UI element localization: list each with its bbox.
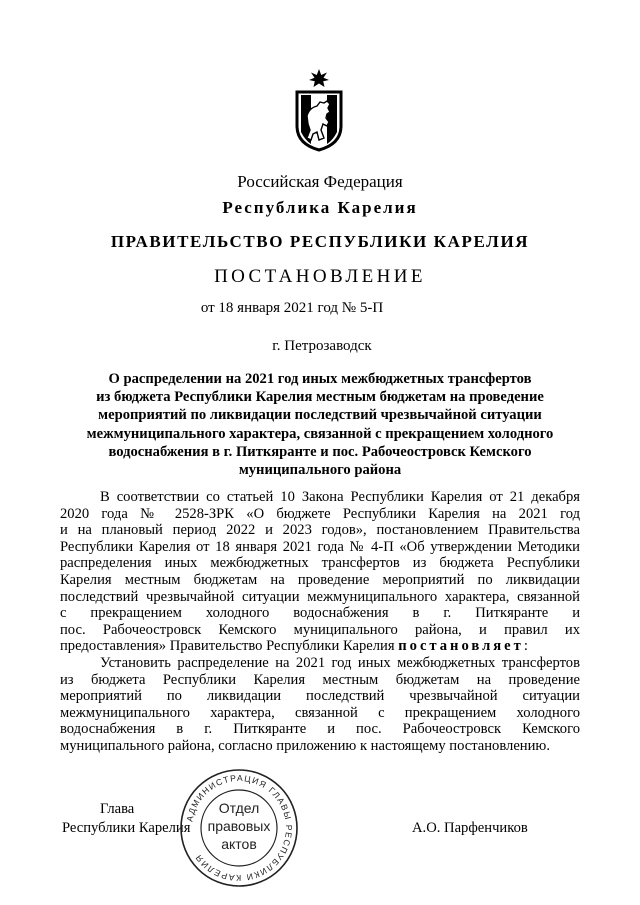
- government-name: ПРАВИТЕЛЬСТВО РЕСПУБЛИКИ КАРЕЛИЯ: [110, 232, 530, 251]
- position-line: Республики Карелия: [62, 820, 191, 836]
- stamp-line2: правовых: [207, 818, 271, 834]
- title-line: межмуниципального характера, связанной с прекращением холодного: [86, 425, 554, 442]
- stamp-line1: Отдел: [218, 800, 260, 816]
- republic-name: Республика Карелия: [222, 198, 418, 217]
- position-line: Глава: [100, 801, 135, 817]
- title-line: мероприятий по ликвидации последствий чрезвычайной ситуации: [98, 407, 542, 424]
- body-line: межмуниципального характера, связанной с прекращением холодного: [60, 704, 580, 721]
- body-line: водоснабжения в г. Питкяранте и пос. Рабочеостровск Кемского: [60, 721, 580, 738]
- body-line: из бюджета Республики Карелия местным бюджетам на проведение: [60, 671, 580, 688]
- stamp-seal: [178, 767, 300, 889]
- body-line: В соответствии со статьей 10 Закона Республики Карелия от 21 декабря: [100, 489, 580, 505]
- body-line: распределения иных межбюджетных трансфертов из бюджета Республики: [60, 555, 580, 572]
- title-line: О распределении на 2021 год иных межбюджетных трансфертов: [108, 371, 532, 387]
- title-line: из бюджета Республики Карелия местным бюджетам на проведение: [96, 389, 544, 406]
- body-line: пос. Рабочеостровск Кемского муниципального района, и правил их: [60, 621, 580, 638]
- document-title: [60, 370, 580, 479]
- karelia-coat-of-arms-icon: [293, 68, 345, 152]
- body-line: Карелия местным бюджетам на проведение мероприятий по ликвидации: [60, 571, 580, 588]
- resolution-suffix: :: [523, 638, 528, 655]
- body-line: Республики Карелия от 18 января 2021 года № 4-П «Об утверждении Методики: [60, 538, 580, 555]
- stamp-line3: актов: [221, 836, 257, 852]
- document-type: ПОСТАНОВЛЕНИЕ: [214, 266, 426, 287]
- resolution-keyword: постановляет: [398, 638, 524, 655]
- signatory-name: А.О. Парфенчиков: [412, 820, 528, 836]
- body-line-resolution: [60, 638, 580, 655]
- title-line: водоснабжения в г. Питкяранте и пос. Рабочеостровск Кемского: [108, 443, 532, 460]
- resolution-prefix: предоставления» Правительство Республики Карелия: [60, 638, 399, 655]
- body-line: Установить распределение на 2021 год иных межбюджетных трансфертов: [100, 654, 580, 671]
- body-line: муниципального района, согласно приложению к настоящему постановлению.: [60, 737, 550, 754]
- date-number: от 18 января 2021 год № 5-П: [200, 300, 384, 316]
- title-line: муниципального района: [238, 462, 402, 479]
- body-line: с прекращением холодного водоснабжения в г. Питкяранте и: [60, 605, 580, 622]
- body-line: мероприятий по ликвидации последствий чрезвычайной ситуации: [60, 688, 580, 705]
- country-name: Российская Федерация: [237, 172, 403, 191]
- signatory-position: [62, 800, 190, 838]
- document-body: [60, 489, 580, 755]
- city: г. Петрозаводск: [272, 338, 372, 354]
- body-line: и на плановый период 2022 и 2023 годов», постановлением Правительства: [60, 522, 580, 539]
- stamp-ring-text: АДМИНИСТРАЦИЯ ГЛАВЫ РЕСПУБЛИКИ КАРЕЛИЯ: [184, 772, 295, 884]
- body-line: 2020 года № 2528-ЗРК «О бюджете Республики Карелия на 2021 год: [60, 505, 580, 522]
- body-line: последствий чрезвычайной ситуации межмуниципального характера, связанной: [60, 588, 580, 605]
